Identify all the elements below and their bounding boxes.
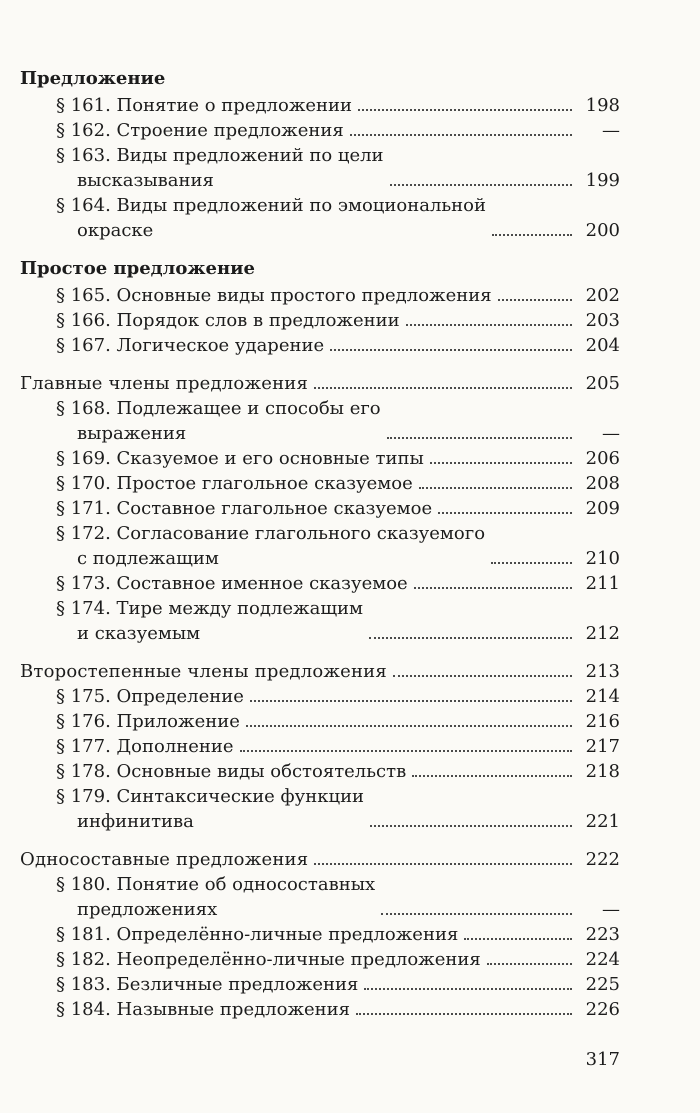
toc-entry xyxy=(20,93,620,118)
chapter-entry xyxy=(20,371,620,396)
toc-entry xyxy=(20,333,620,358)
entry-title-line1: § 168. Подлежащее и способы его xyxy=(56,398,381,419)
entry-page: — xyxy=(602,120,620,141)
toc-entry xyxy=(20,759,620,784)
dot-leader xyxy=(492,234,572,236)
entry-page: 209 xyxy=(585,498,620,519)
section-heading: Предложение xyxy=(20,68,166,89)
toc-entry xyxy=(20,521,620,571)
entry-title: § 184. Назывные предложения xyxy=(56,999,351,1020)
entry-title xyxy=(56,396,381,446)
toc-entry xyxy=(20,308,620,333)
chapter-title: Односоставные предложения xyxy=(20,849,309,870)
entry-title-line1: § 174. Тире между подлежащим xyxy=(56,598,364,619)
entry-title-line2: высказывания xyxy=(77,170,214,191)
toc-entry xyxy=(20,118,620,143)
entry-page: 199 xyxy=(585,170,620,191)
toc-entry xyxy=(20,709,620,734)
entry-title: § 176. Приложение xyxy=(56,711,240,732)
dot-leader xyxy=(364,988,572,990)
dot-leader xyxy=(414,587,572,589)
toc-entry xyxy=(20,143,620,193)
toc-entry xyxy=(20,396,620,446)
entry-page: 210 xyxy=(585,548,620,569)
entry-title xyxy=(56,521,485,571)
dot-leader xyxy=(387,437,572,439)
entry-title: § 183. Безличные предложения xyxy=(56,974,359,995)
entry-title-line2: с подлежащим xyxy=(77,548,219,569)
toc-entry xyxy=(20,496,620,521)
entry-title: § 182. Неопределённо-личные предложения xyxy=(56,949,481,970)
entry-title: § 165. Основные виды простого предложения xyxy=(56,285,492,306)
chapter-entry xyxy=(20,847,620,872)
entry-title: § 161. Понятие о предложении xyxy=(56,95,353,116)
entry-title: § 171. Составное глагольное сказуемое xyxy=(56,498,433,519)
entry-page: 203 xyxy=(585,310,620,331)
toc-block xyxy=(20,847,620,1022)
toc-block xyxy=(20,66,620,243)
toc-entry xyxy=(20,734,620,759)
dot-leader xyxy=(498,299,572,301)
entry-page: 226 xyxy=(585,999,620,1020)
entry-page: 218 xyxy=(585,761,620,782)
entry-page: 212 xyxy=(585,623,620,644)
dot-leader xyxy=(412,775,572,777)
chapter-entry xyxy=(20,659,620,684)
entry-title-line2: инфинитива xyxy=(77,811,194,832)
dot-leader xyxy=(381,913,572,915)
entry-title: § 181. Определённо-личные предложения xyxy=(56,924,459,945)
entry-page: 211 xyxy=(585,573,620,594)
toc-entry xyxy=(20,571,620,596)
entry-page: 200 xyxy=(585,220,620,241)
entry-title: § 162. Строение предложения xyxy=(56,120,344,141)
dot-leader xyxy=(390,184,572,186)
toc-entry xyxy=(20,446,620,471)
entry-title: § 166. Порядок слов в предложении xyxy=(56,310,400,331)
entry-page: 208 xyxy=(585,473,620,494)
chapter-page: 222 xyxy=(585,849,620,870)
entry-page: — xyxy=(602,423,620,444)
dot-leader xyxy=(464,938,572,940)
entry-title xyxy=(56,784,364,834)
entry-page: 204 xyxy=(585,335,620,356)
toc-entry xyxy=(20,872,620,922)
entry-title: § 170. Простое глагольное сказуемое xyxy=(56,473,413,494)
entry-title-line1: § 172. Согласование глагольного сказуемого xyxy=(56,523,486,544)
toc-entry xyxy=(20,193,620,243)
entry-page: 225 xyxy=(585,974,620,995)
toc-entry xyxy=(20,972,620,997)
section-heading: Простое предложение xyxy=(20,258,255,279)
chapter-title: Второстепенные члены предложения xyxy=(20,661,387,682)
dot-leader xyxy=(487,963,572,965)
dot-leader xyxy=(314,863,572,865)
dot-leader xyxy=(350,134,572,136)
dot-leader xyxy=(330,349,572,351)
toc-entry xyxy=(20,596,620,646)
toc-entry xyxy=(20,922,620,947)
dot-leader xyxy=(369,637,572,639)
entry-page: 202 xyxy=(585,285,620,306)
entry-title: § 175. Определение xyxy=(56,686,244,707)
toc-entry xyxy=(20,947,620,972)
entry-title: § 177. Дополнение xyxy=(56,736,234,757)
toc-block xyxy=(20,659,620,834)
toc-entry xyxy=(20,784,620,834)
dot-leader xyxy=(393,675,572,677)
entry-page: 224 xyxy=(585,949,620,970)
dot-leader xyxy=(406,324,572,326)
entry-page: — xyxy=(602,899,620,920)
entry-page: 214 xyxy=(585,686,620,707)
toc-block xyxy=(20,256,620,358)
entry-title xyxy=(56,872,375,922)
entry-title xyxy=(56,193,486,243)
toc-entry xyxy=(20,471,620,496)
table-of-contents xyxy=(20,66,620,1022)
dot-leader xyxy=(250,700,572,702)
toc-entry xyxy=(20,283,620,308)
page-number: 317 xyxy=(585,1049,620,1070)
chapter-page: 213 xyxy=(585,661,620,682)
dot-leader xyxy=(356,1013,572,1015)
entry-title-line2: окраске xyxy=(77,220,154,241)
dot-leader xyxy=(240,750,572,752)
toc-entry xyxy=(20,684,620,709)
dot-leader xyxy=(419,487,572,489)
entry-page: 216 xyxy=(585,711,620,732)
dot-leader xyxy=(491,562,572,564)
entry-title-line2: предложениях xyxy=(77,899,218,920)
dot-leader xyxy=(246,725,572,727)
entry-title: § 167. Логическое ударение xyxy=(56,335,325,356)
entry-page: 206 xyxy=(585,448,620,469)
dot-leader xyxy=(438,512,572,514)
entry-title: § 169. Сказуемое и его основные типы xyxy=(56,448,424,469)
chapter-title: Главные члены предложения xyxy=(20,373,309,394)
entry-page: 221 xyxy=(585,811,620,832)
dot-leader xyxy=(358,109,572,111)
entry-title-line1: § 163. Виды предложений по цели xyxy=(56,145,384,166)
dot-leader xyxy=(430,462,572,464)
dot-leader xyxy=(370,825,572,827)
entry-page: 198 xyxy=(585,95,620,116)
entry-title-line1: § 179. Синтаксические функции xyxy=(56,786,365,807)
entry-title-line2: выражения xyxy=(77,423,187,444)
entry-page: 217 xyxy=(585,736,620,757)
toc-block xyxy=(20,371,620,646)
entry-title xyxy=(56,596,363,646)
entry-title-line2: и сказуемым xyxy=(77,623,201,644)
entry-title-line1: § 180. Понятие об односоставных xyxy=(56,874,376,895)
entry-title-line1: § 164. Виды предложений по эмоциональной xyxy=(56,195,487,216)
entry-page: 223 xyxy=(585,924,620,945)
toc-entry xyxy=(20,997,620,1022)
dot-leader xyxy=(314,387,572,389)
entry-title xyxy=(56,143,384,193)
chapter-page: 205 xyxy=(585,373,620,394)
entry-title: § 178. Основные виды обстоятельств xyxy=(56,761,407,782)
entry-title: § 173. Составное именное сказуемое xyxy=(56,573,408,594)
